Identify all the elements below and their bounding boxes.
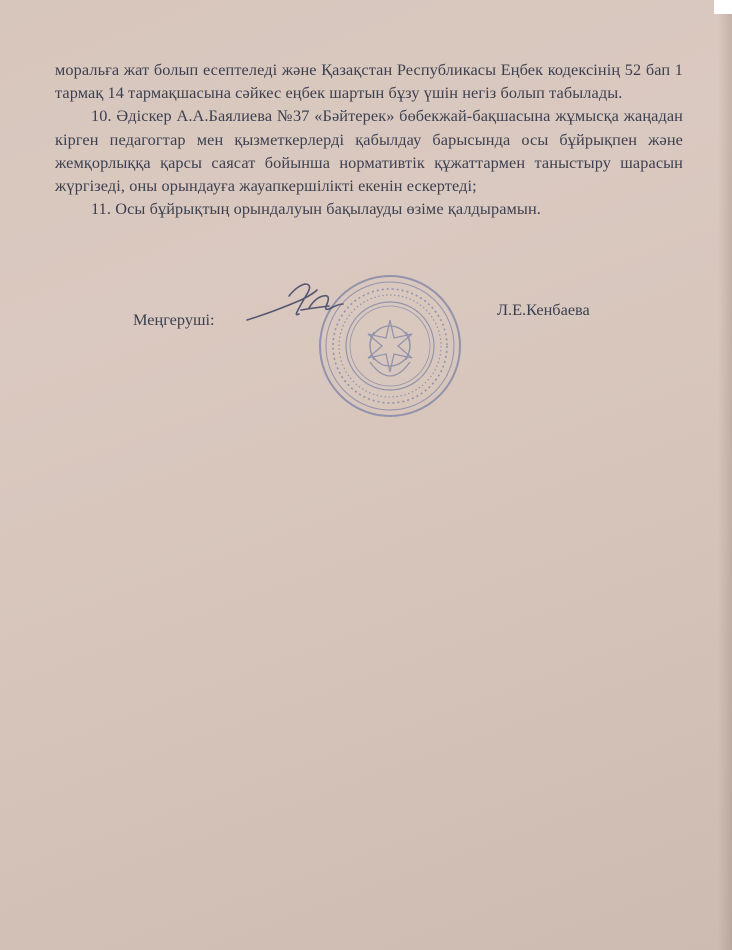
page-edge-shadow	[718, 0, 732, 950]
list-item-11: 11. Осы бұйрықтың орындалуын бақылауды өзіме қалдырамын.	[91, 199, 541, 219]
signer-role: Меңгеруші:	[133, 310, 215, 329]
paragraph-continuation: моральға жат болып есептеледі және Қазақстан Республикасы Еңбек кодексінің 52 бап 1 тармақ 14 тармақшасына сәйкес еңбек шартын бұзу үшін негіз болып табылады.	[55, 60, 683, 103]
handwritten-signature-icon	[243, 278, 353, 338]
signer-name: Л.Е.Кенбаева	[497, 300, 590, 319]
document-body	[55, 58, 683, 220]
signature-block	[0, 300, 732, 410]
page-corner	[714, 0, 732, 14]
list-item-10: 10. Әдіскер А.А.Баялиева №37 «Бәйтерек» бөбекжай-бақшасына жұмысқа жаңадан кірген педагогтар мен қызметкерлерді қабылдау барысында осы бұйрықпен және жемқорлыққа қарсы саясат бойынша нормативтік құжаттармен таныстыру шарасын жүргізеді, оны орындауға жауапкершілікті екенін ескертеді;	[55, 106, 683, 196]
